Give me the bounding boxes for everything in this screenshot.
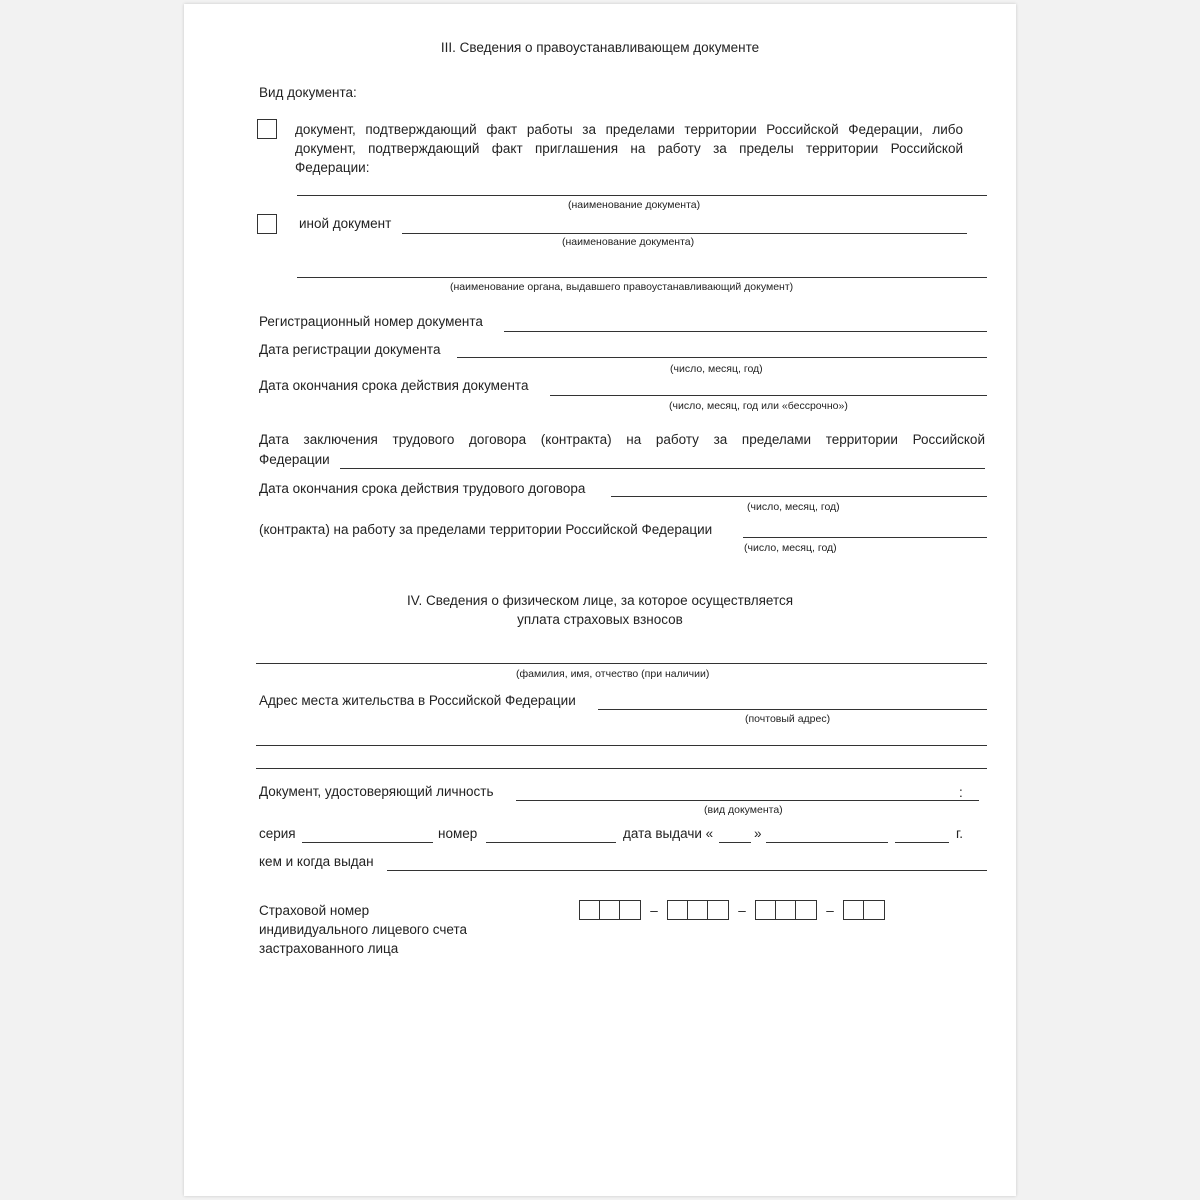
reg-date-field[interactable] [457, 357, 987, 358]
issue-day-field[interactable] [719, 842, 751, 843]
address-field-3[interactable] [256, 768, 987, 769]
issuer-field[interactable] [297, 277, 987, 278]
snils-label-line-2: индивидуального лицевого счета [259, 922, 468, 937]
section-3-title: III. Сведения о правоустанавливающем документе [440, 40, 760, 55]
snils-dash: – [738, 902, 746, 918]
option-1-checkbox[interactable] [257, 119, 277, 139]
series-label: серия [259, 826, 296, 841]
number-field[interactable] [486, 842, 616, 843]
issue-date-close: » [754, 826, 762, 841]
expiry-label: Дата окончания срока действия документа [259, 378, 529, 393]
option-1-text: документ, подтверждающий факт работы за пределами территории Российской Федерации, либо документ, подтверждающий факт приглашения на работу за пределы территории Российской Федерации: [295, 122, 963, 175]
option-2-field[interactable] [402, 233, 967, 234]
snils-group-2[interactable] [667, 900, 729, 920]
issue-date-label: дата выдачи « [623, 826, 714, 841]
snils-group-3[interactable] [755, 900, 817, 920]
address-caption: (почтовый адрес) [745, 713, 831, 725]
option-1-field[interactable] [297, 195, 987, 196]
reg-date-caption: (число, месяц, год) [670, 363, 763, 375]
issued-by-field[interactable] [387, 870, 987, 871]
address-label: Адрес места жительства в Российской Федерации [259, 693, 576, 708]
reg-number-field[interactable] [504, 331, 987, 332]
option-1-caption: (наименование документа) [568, 199, 701, 211]
id-doc-colon: : [959, 785, 963, 800]
id-doc-field[interactable] [516, 800, 979, 801]
contract-date-text-2: Федерации [259, 452, 330, 467]
snils-dash: – [650, 902, 658, 918]
option-2-caption: (наименование документа) [562, 236, 695, 248]
address-field-2[interactable] [256, 745, 987, 746]
contract-end-field-2[interactable] [743, 537, 987, 538]
issue-year-field[interactable] [895, 842, 949, 843]
section-4-title-line-2: уплата страховых взносов [517, 612, 683, 627]
contract-end-label: Дата окончания срока действия трудового договора [259, 481, 586, 496]
contract-end-caption: (число, месяц, год) [747, 501, 840, 513]
series-field[interactable] [302, 842, 433, 843]
address-field[interactable] [598, 709, 987, 710]
reg-number-label: Регистрационный номер документа [259, 314, 483, 329]
snils-cells [579, 900, 885, 920]
contract-date-field[interactable] [340, 468, 985, 469]
issued-by-label: кем и когда выдан [259, 854, 374, 869]
issue-month-field[interactable] [766, 842, 888, 843]
snils-group-1[interactable] [579, 900, 641, 920]
contract-end-field[interactable] [611, 496, 987, 497]
expiry-caption: (число, месяц, год или «бессрочно») [669, 400, 848, 412]
year-suffix: г. [956, 826, 964, 841]
option-2-label: иной документ [299, 216, 392, 231]
snils-label-line-1: Страховой номер [259, 903, 370, 918]
contract-end-label-2: (контракта) на работу за пределами территории Российской Федерации [259, 522, 713, 537]
form-page [184, 4, 1016, 1196]
id-doc-caption: (вид документа) [704, 804, 783, 816]
fio-field[interactable] [256, 663, 987, 664]
section-4-title-line-1: IV. Сведения о физическом лице, за которое осуществляется [406, 593, 794, 608]
snils-dash: – [826, 902, 834, 918]
expiry-field[interactable] [550, 395, 987, 396]
reg-date-label: Дата регистрации документа [259, 342, 441, 357]
contract-date-text: Дата заключения трудового договора (контракта) на работу за пределами территории Российской [259, 432, 985, 447]
fio-caption: (фамилия, имя, отчество (при наличии) [516, 668, 710, 680]
id-doc-label: Документ, удостоверяющий личность [259, 784, 494, 799]
doc-type-label: Вид документа: [259, 85, 357, 100]
issuer-caption: (наименование органа, выдавшего правоустанавливающий документ) [450, 281, 794, 293]
snils-group-4[interactable] [843, 900, 885, 920]
contract-end-caption-2: (число, месяц, год) [744, 542, 837, 554]
snils-label-line-3: застрахованного лица [259, 941, 399, 956]
number-label: номер [438, 826, 478, 841]
option-2-checkbox[interactable] [257, 214, 277, 234]
